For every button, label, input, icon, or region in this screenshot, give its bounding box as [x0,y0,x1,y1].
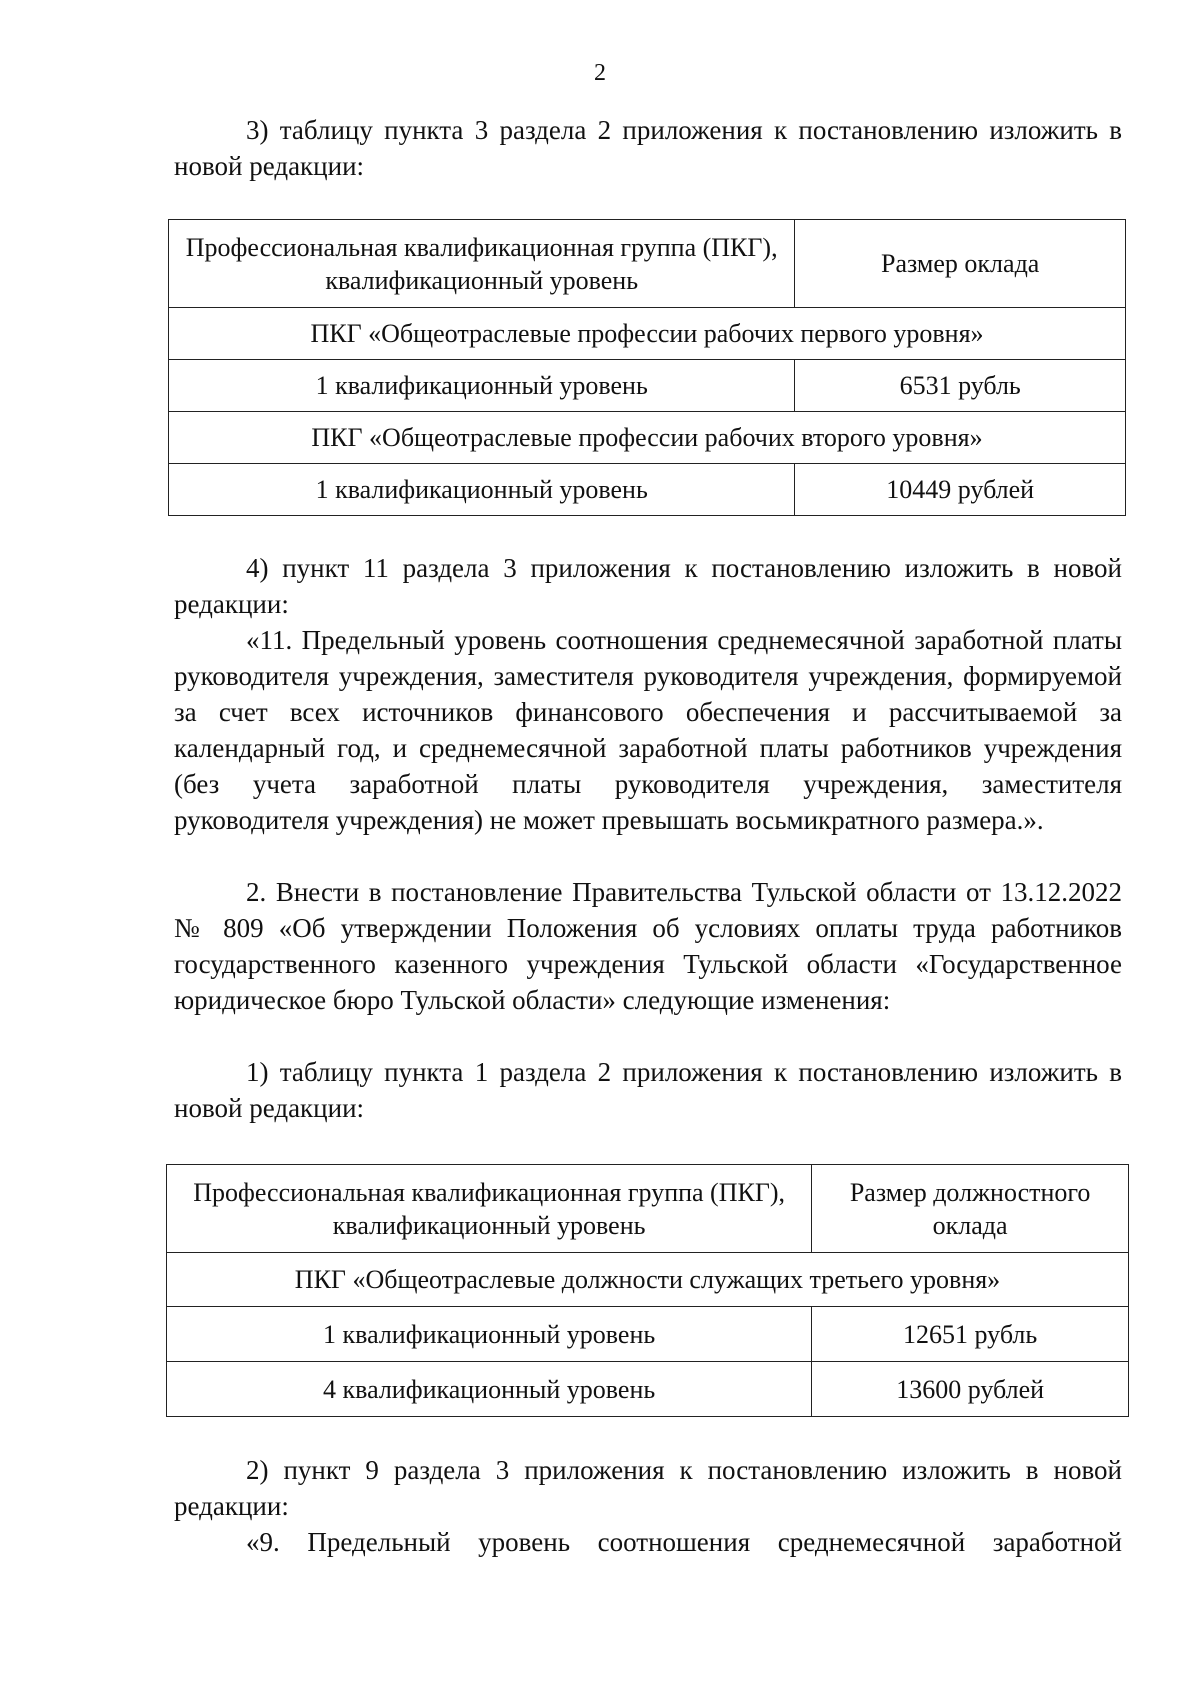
level-cell: 1 квалификационный уровень [167,1307,812,1362]
paragraph-item-2: 2) пункт 9 раздела 3 приложения к постановлению изложить в новой редакции: [174,1455,1122,1521]
level-cell: 1 квалификационный уровень [169,360,795,412]
group-title-cell: ПКГ «Общеотраслевые должности служащих третьего уровня» [167,1253,1129,1307]
level-cell: 4 квалификационный уровень [167,1362,812,1417]
group-title-row [169,412,1126,464]
page-number: 2 [594,60,606,86]
header-pkg-cell: Профессиональная квалификационная группа (ПКГ), квалификационный уровень [167,1165,812,1253]
salary-cell: 12651 рубль [812,1307,1129,1362]
paragraph-item-3: 3) таблицу пункта 3 раздела 2 приложения к постановлению изложить в новой редакции: [174,115,1122,181]
paragraph-quote-11: «11. Предельный уровень соотношения среднемесячной заработной платы руководителя учреждения, заместителя руководителя учреждения, формируемой за счет всех источников финансового обеспечения и рассчитываемой за календарный год, и среднемесячной заработной платы работников учреждения (без учета заработной платы руководителя учреждения, заместителя руководителя учреждения) не может превышать восьмикратного размера.». [174,625,1122,835]
table-row [169,464,1126,516]
group-title-cell: ПКГ «Общеотраслевые профессии рабочих второго уровня» [169,412,1126,464]
level-cell: 1 квалификационный уровень [169,464,795,516]
table-header-row [167,1165,1129,1253]
group-title-row [169,308,1126,360]
paragraph-item-1: 1) таблицу пункта 1 раздела 2 приложения к постановлению изложить в новой редакции: [174,1057,1122,1123]
header-salary-cell: Размер оклада [795,220,1126,308]
group-title-row [167,1253,1129,1307]
salary-cell: 6531 рубль [795,360,1126,412]
salary-cell: 10449 рублей [795,464,1126,516]
header-salary-cell: Размер должностного оклада [812,1165,1129,1253]
table-row [167,1362,1129,1417]
header-pkg-cell: Профессиональная квалификационная группа (ПКГ), квалификационный уровень [169,220,795,308]
table-header-row [169,220,1126,308]
paragraph-item-4: 4) пункт 11 раздела 3 приложения к постановлению изложить в новой редакции: [174,553,1122,619]
table-row [167,1307,1129,1362]
salary-cell: 13600 рублей [812,1362,1129,1417]
salary-table-2 [166,1164,1129,1417]
group-title-cell: ПКГ «Общеотраслевые профессии рабочих первого уровня» [169,308,1126,360]
paragraph-quote-9: «9. Предельный уровень соотношения среднемесячной заработной [246,1527,1122,1557]
table-row [169,360,1126,412]
paragraph-clause-2: 2. Внести в постановление Правительства Тульской области от 13.12.2022 № 809 «Об утверждении Положения об условиях оплаты труда работников государственного казенного учреждения Тульской области «Государственное юридическое бюро Тульской области» следующие изменения: [174,877,1122,1015]
salary-table-1 [168,219,1126,516]
